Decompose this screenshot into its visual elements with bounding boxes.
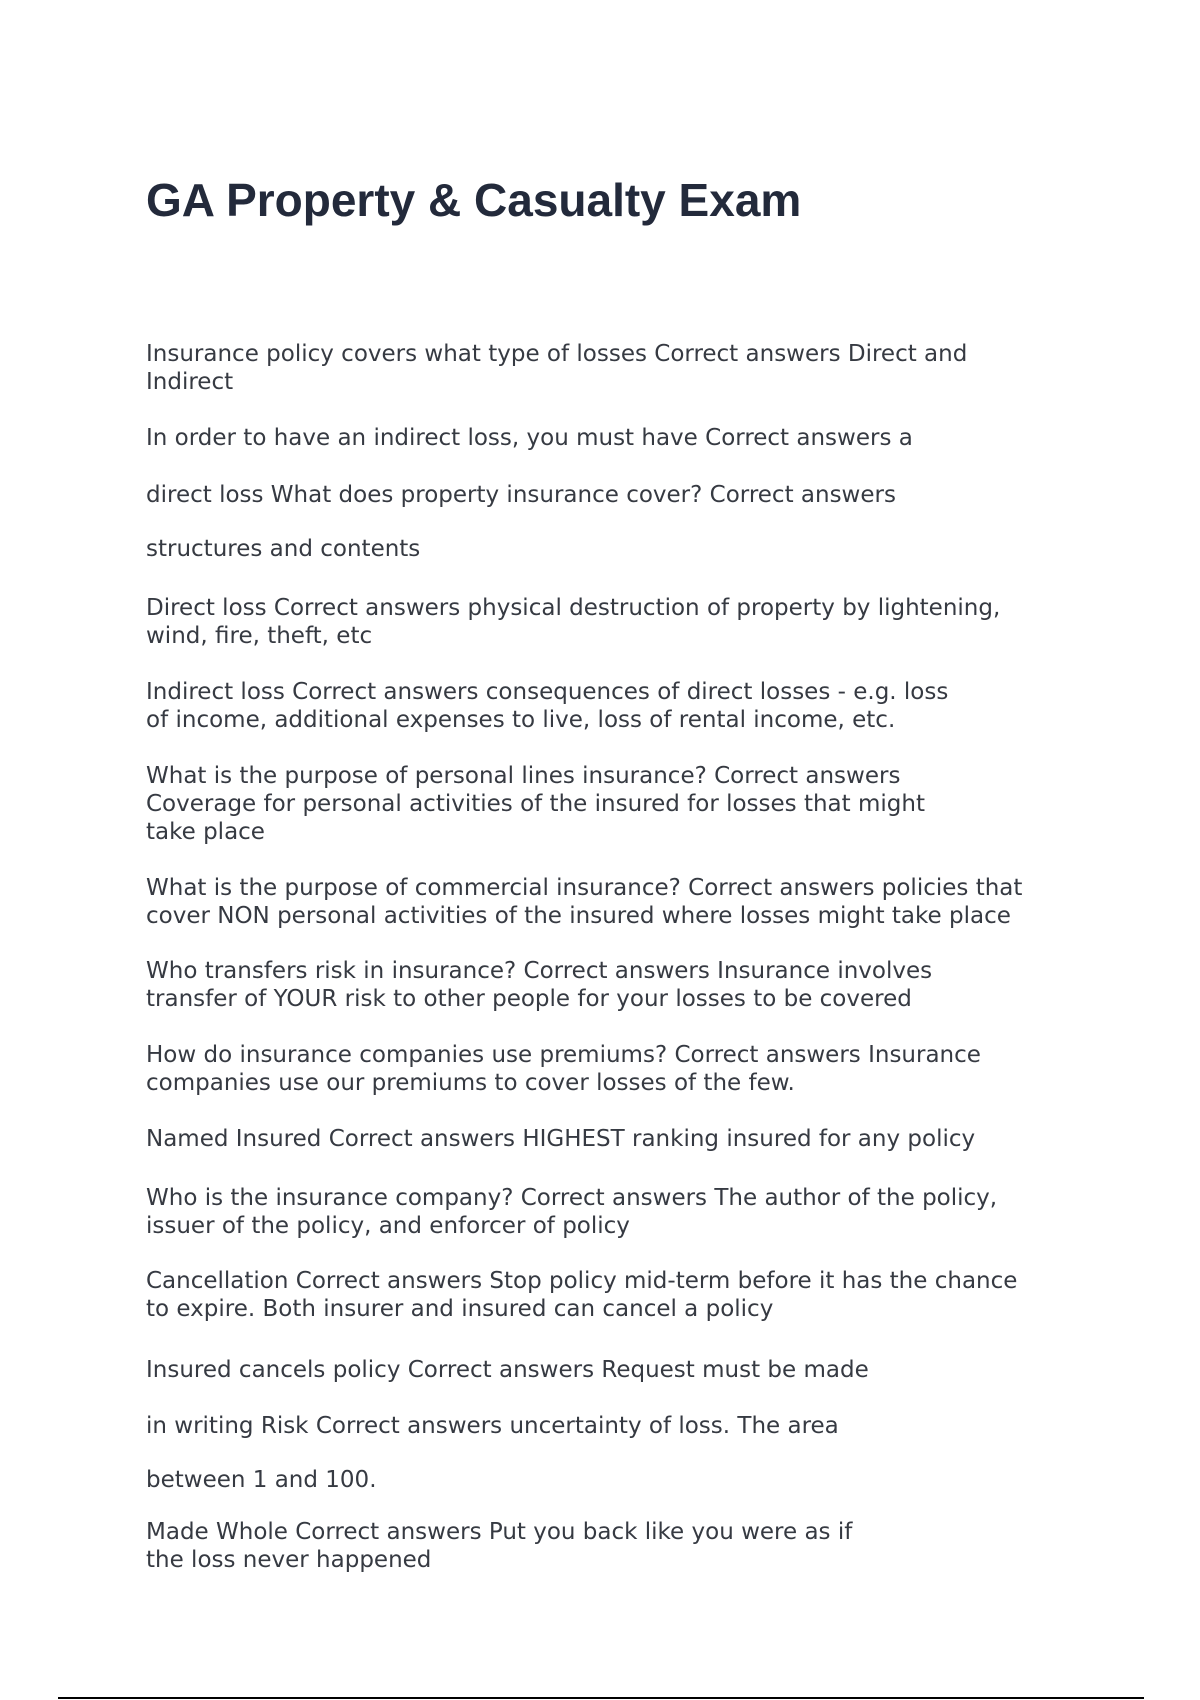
paragraph-9: Who transfers risk in insurance? Correct answers Insurance involves transfer of YOUR risk to other people for your losses to be covered [146,958,933,1012]
paragraph-12: Who is the insurance company? Correct answers The author of the policy, issuer of the policy, and enforcer of policy [146,1185,998,1239]
paragraph-7: What is the purpose of personal lines insurance? Correct answers Coverage for personal activities of the insured for losses that might take place [146,763,925,845]
document-title: GA Property & Casualty Exam [146,174,802,226]
paragraph-17: Made Whole Correct answers Put you back like you were as if the loss never happened [146,1519,853,1573]
paragraph-10: How do insurance companies use premiums? Correct answers Insurance companies use our premiums to cover losses of the few. [146,1042,981,1096]
paragraph-4: structures and contents [146,536,421,562]
page-bottom-rule [58,1697,1144,1699]
paragraph-16: between 1 and 100. [146,1467,377,1493]
paragraph-3: direct loss What does property insurance cover? Correct answers [146,482,896,508]
paragraph-6: Indirect loss Correct answers consequences of direct losses - e.g. loss of income, additional expenses to live, loss of rental income, etc. [146,679,949,733]
paragraph-15: in writing Risk Correct answers uncertainty of loss. The area [146,1413,839,1439]
paragraph-8: What is the purpose of commercial insurance? Correct answers policies that cover NON personal activities of the insured where losses might take place [146,875,1023,929]
paragraph-14: Insured cancels policy Correct answers Request must be made [146,1357,869,1383]
paragraph-2: In order to have an indirect loss, you must have Correct answers a [146,425,913,451]
paragraph-13: Cancellation Correct answers Stop policy mid-term before it has the chance to expire. Both insurer and insured can cancel a policy [146,1268,1018,1322]
paragraph-11: Named Insured Correct answers HIGHEST ranking insured for any policy [146,1126,976,1152]
paragraph-5: Direct loss Correct answers physical destruction of property by lightening, wind, fire, theft, etc [146,595,1001,649]
paragraph-1: Insurance policy covers what type of losses Correct answers Direct and Indirect [146,341,968,395]
